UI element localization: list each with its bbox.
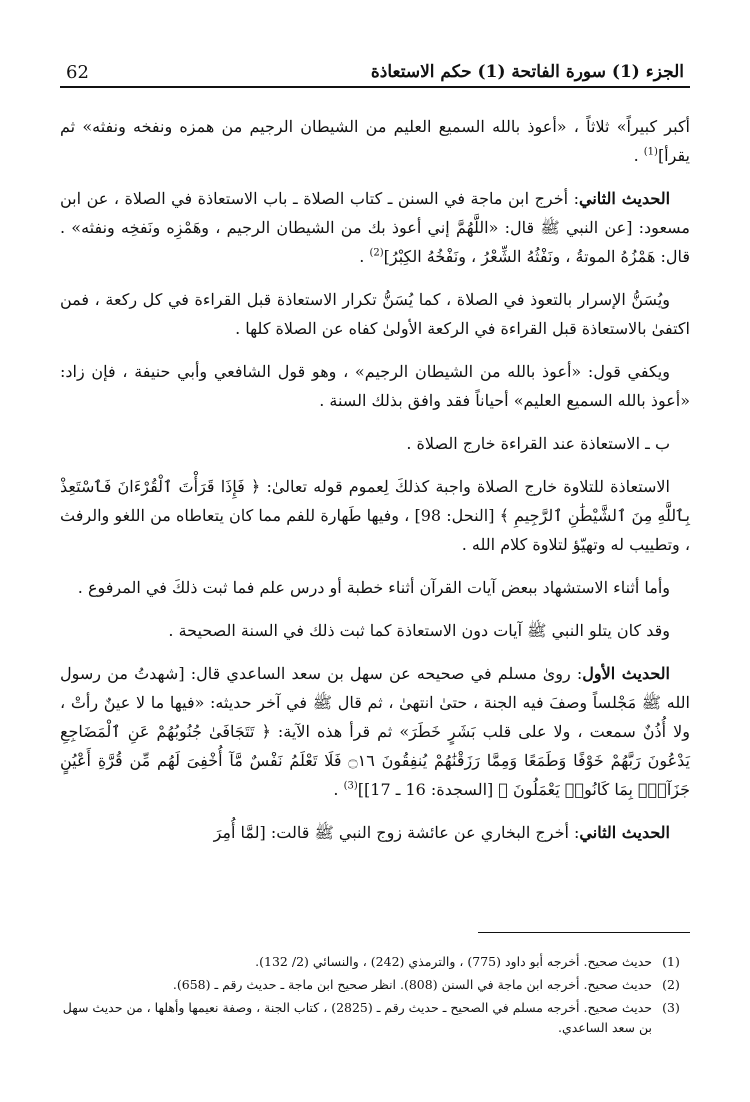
footnote-ref: (1) <box>643 146 658 158</box>
header-rule <box>60 86 690 88</box>
footnote-text: حديث صحيح. أخرجه مسلم في الصحيح ـ حديث رقم ـ (2825) ، كتاب الجنة ، وصفة نعيمها وأهلها ، من حديث سهل بن سعد الساعدي. <box>62 1000 652 1035</box>
paragraph-lead: الحديث الثاني <box>579 823 670 842</box>
page-number: 62 <box>66 62 89 83</box>
footnote-number: (1) <box>662 954 680 969</box>
section-heading: ب ـ الاستعاذة عند القراءة خارج الصلاة . <box>406 434 670 453</box>
running-title: الجزء (1) سورة الفاتحة (1) حكم الاستعاذة <box>370 62 684 82</box>
paragraph-hadith-2b <box>60 818 690 847</box>
footnote-text: حديث صحيح. أخرجه أبو داود (775) ، والترمذي (242) ، والنسائي (2/ 132). <box>255 954 652 969</box>
paragraph-text: : أخرج البخاري عن عائشة زوج النبي ﷺ قالت: [لمَّا أُمِرَ <box>213 823 580 842</box>
paragraph-3: ويُسَنُّ الإسرار بالتعوذ في الصلاة ، كما يُسَنُّ تكرار الاستعاذة قبل القراءة في كل ركعة ، فمن اكتفىٰ بالاستعاذة قبل القراءة في الركعة الأولىٰ كفاه عن الصلاة كلها . <box>60 290 690 338</box>
footnote-separator <box>478 932 690 933</box>
paragraph-hadith-2: الحديث الثاني: أخرج ابن ماجة في السنن ـ كتاب الصلاة ـ باب الاستعاذة في الصلاة ، عن ابن مسعود: [عن النبي ﷺ قال: «اللَّهُمَّ إني أعوذ بك من الشيطان الرجيم ، وهَمْزِه ونَفخِه ونفثه» . قال: هَمْزُهُ الموتةُ ، ونَفْثُهُ الشِّعْرُ ، ونَفْخُهُ الكِبْرُ]$^{(2)}$ . <box>60 189 690 266</box>
paragraph-text: أكبر كبيراً» ثلاثاً ، «أعوذ بالله السميع العليم من الشيطان الرجيم من همزه ونفخه ونفثه» ثم يقرأ] <box>60 117 691 165</box>
footnotes <box>60 952 690 1041</box>
footnote-item <box>60 975 690 995</box>
footnote-number: (2) <box>662 977 680 992</box>
paragraph-1: أكبر كبيراً» ثلاثاً ، «أعوذ بالله السميع العليم من الشيطان الرجيم من همزه ونفخه ونفثه» ثم يقرأ]$^{(1)}$ . <box>60 117 691 165</box>
paragraph-text: : أخرج ابن ماجة في السنن ـ كتاب الصلاة ـ باب الاستعاذة في الصلاة ، عن ابن مسعود: [عن النبي ﷺ قال: «اللَّهُمَّ إني أعوذ بك من الشيطان الرجيم ، وهَمْزِه ونَفخِه ونفثه» . قال: هَمْزُهُ الموتةُ ، ونَفْثُهُ الشِّعْرُ ، ونَفْخُهُ الكِبْرُ] <box>60 189 690 266</box>
paragraph-8: وقد كان يتلو النبي ﷺ آيات دون الاستعاذة كما ثبت ذلك في السنة الصحيحة . <box>168 621 670 640</box>
paragraph-hadith-1: الحديث الأول: روىٰ مسلم في صحيحه عن سهل بن سعد الساعدي قال: [شهدتُ من رسول الله ﷺ مَجْلساً وصفَ فيه الجنة ، حتىٰ انتهىٰ ، ثم قال ﷺ في آخر حديثه: «فيها ما لا عينٌ رأتْ ، ولا أُذُنٌ سمعت ، ولا على قلب بَشَرٍ خَطَرَ» ثم قرأ هذه الآية: ﴿ تَتَجَافَىٰ جُنُوبُهُمْ عَنِ ٱلْمَضَاجِعِ يَدْعُونَ رَبَّهُمْ خَوْفًا وَطَمَعًا وَمِمَّا رَزَقْنَٰهُمْ يُنفِقُونَ ۝١٦ فَلَا تَعْلَمُ نَفْسٌ مَّآ أُخْفِىَ لَهُم مِّن قُرَّةِ أَعْيُنٍ جَزَآءًۢ بِمَا كَانُوا۟ يَعْمَلُونَ ﴾ [السجدة: 16 ـ 17]]$^{(3)}$ . <box>60 664 691 799</box>
footnote-item <box>60 998 690 1038</box>
footnote-item <box>60 952 690 972</box>
paragraph-text: : روىٰ مسلم في صحيحه عن سهل بن سعد الساعدي قال: [شهدتُ من رسول الله ﷺ مَجْلساً وصفَ فيه الجنة ، حتىٰ انتهىٰ ، ثم قال ﷺ في آخر حديثه: «فيها ما لا عينٌ رأتْ ، ولا أُذُنٌ سمعت ، ولا على قلب بَشَرٍ خَطَرَ» ثم قرأ هذه الآية: ﴿ تَتَجَافَىٰ جُنُوبُهُمْ عَنِ ٱلْمَضَاجِعِ يَدْعُونَ رَبَّهُمْ خَوْفًا وَطَمَعًا وَمِمَّا رَزَقْنَٰهُمْ يُنفِقُونَ ۝١٦ فَلَا تَعْلَمُ نَفْسٌ مَّآ أُخْفِىَ لَهُم مِّن قُرَّةِ أَعْيُنٍ جَزَآءًۢ بِمَا كَانُوا۟ يَعْمَلُونَ ﴾ [السجدة: 16 ـ 17]] <box>60 664 691 799</box>
paragraph-4: ويكفي قول: «أعوذ بالله من الشيطان الرجيم» ، وهو قول الشافعي وأبي حنيفة ، فإن زاد: «أعوذ بالله السميع العليم» أحياناً فقد وافق بذلك السنة . <box>60 362 690 410</box>
footnote-ref: (2) <box>369 247 384 259</box>
footnote-ref: (3) <box>343 780 358 792</box>
main-text <box>60 112 690 861</box>
paragraph-lead: الحديث الأول <box>582 664 670 683</box>
footnote-number: (3) <box>662 1000 680 1015</box>
paragraph-6: الاستعاذة للتلاوة خارج الصلاة واجبة كذلكَ لِعموم قوله تعالىٰ: ﴿ فَإِذَا قَرَأْتَ ٱلْقُرْءَانَ فَٱسْتَعِذْ بِٱللَّهِ مِنَ ٱلشَّيْطَٰنِ ٱلرَّجِيمِ ﴾ [النحل: 98] ، وفيها طَهارة للفم مما كان يتعاطاه من اللغو والرفث ، وتطييب له وتهيّؤ لتلاوة كلام الله . <box>60 477 691 554</box>
footnote-text: حديث صحيح. أخرجه ابن ماجة في السنن (808). انظر صحيح ابن ماجة ـ حديث رقم ـ (658). <box>172 977 652 992</box>
page-header <box>60 56 690 88</box>
paragraph-lead: الحديث الثاني <box>578 189 671 208</box>
paragraph-7: وأما أثناء الاستشهاد ببعض آيات القرآن أثناء خطبة أو درس علم فما ثبت ذلكَ في المرفوع . <box>77 578 670 597</box>
